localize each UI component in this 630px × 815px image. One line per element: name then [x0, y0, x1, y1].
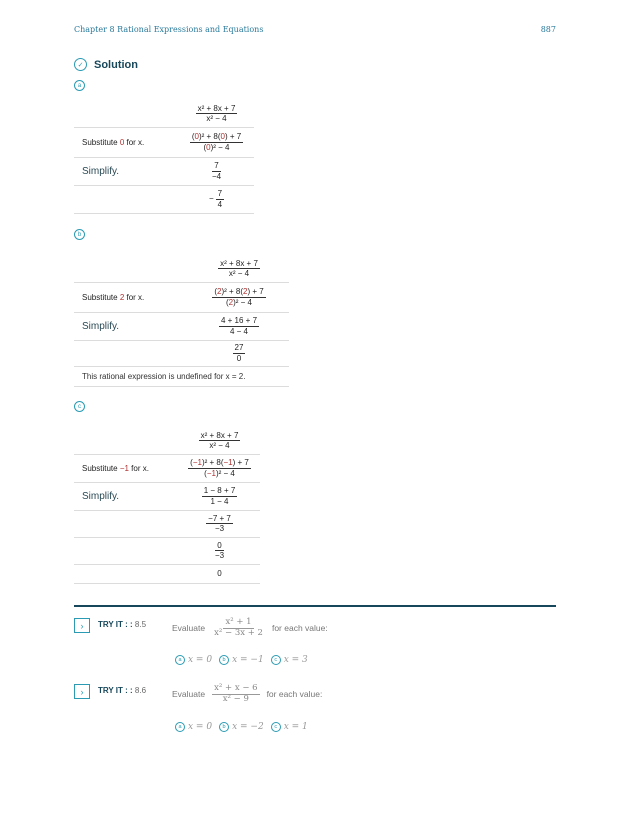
substituted-expression: $\frac{\text{(2)² + 8(2) + 7}}{\text{(2)² − 4}}$	[214, 287, 264, 307]
substituted-expression: $\frac{\text{(−1)² + 8(−1) + 7}}{\text{(−1)² − 4}}$	[190, 458, 249, 478]
simplified-expression: $\frac{4 + 16 + 7}{4 - 4}$	[220, 316, 258, 336]
base-expression: $\frac{\text{x² + 8x + 7}}{\text{x² − 4}}$	[200, 431, 239, 451]
simplify-step: Simplify.	[74, 157, 179, 185]
part-a-marker: a	[74, 80, 85, 91]
try-it-label: TRY IT : : 8.5	[98, 620, 147, 629]
final-answer: 0	[179, 564, 260, 583]
part-b-table	[74, 256, 289, 387]
page-number: 887	[540, 25, 556, 34]
simplified-expression: $\frac{1 - 8 + 7}{1 - 4}$	[203, 486, 236, 506]
simplified-expression: $\frac{7}{-4}$	[211, 161, 222, 181]
check-circle-icon: ✓	[74, 58, 87, 71]
try-it-values: a x = 0 b x = −2 c x = 1	[172, 722, 312, 732]
final-fraction: $\frac{27}{0}$	[234, 343, 244, 363]
base-expression: $\frac{\text{x² + 8x + 7}}{\text{x² − 4}}$	[197, 103, 236, 123]
try-it-prompt: Evaluate $\frac{\text{x² + 1}}{\text{x² − 3x + 2}}$ for each value:	[172, 617, 328, 638]
solution-title: Solution	[94, 58, 138, 71]
step-3-expression: $\frac{0}{-3}$	[214, 540, 225, 560]
step-2-expression: $\frac{-7 + 7}{-3}$	[208, 513, 231, 533]
try-expression: $\frac{\text{x² + 1}}{\text{x² − 3x + 2}}$	[214, 617, 263, 638]
base-expression: $\frac{\text{x² + 8x + 7}}{\text{x² − 4}}$	[220, 259, 258, 279]
substitute-step: Substitute −1 for x.	[74, 454, 179, 482]
undefined-note: This rational expression is undefined for x = 2.	[74, 366, 289, 386]
substitute-step: Substitute 0 for x.	[74, 127, 179, 157]
try-it-values: a x = 0 b x = −1 c x = 3	[172, 655, 312, 665]
substituted-expression: $\frac{\text{(0)² + 8(0) + 7}}{\text{(0)² − 4}}$	[191, 132, 242, 152]
solution-heading	[74, 58, 138, 71]
part-c-marker: c	[74, 401, 85, 412]
chevron-right-icon[interactable]: ›	[74, 618, 90, 633]
substitute-step: Substitute 2 for x.	[74, 282, 189, 312]
part-b-marker: b	[74, 229, 85, 240]
simplify-step: Simplify.	[74, 312, 189, 340]
chevron-right-icon[interactable]: ›	[74, 684, 90, 699]
section-divider	[74, 605, 556, 607]
part-a-table: $\frac{\text{x² + 8x + 7}}{\text{x² − 4}}$ Substitute 0 for x. $\frac{\text{(0)² + 8(0) + 7}}{\text{(0)² − 4}}$ Simplify. $\frac{7}{-4}$ − $\frac{7}{4}$	[74, 100, 254, 214]
final-answer: $\frac{7}{4}$	[217, 189, 223, 209]
simplify-step: Simplify.	[74, 482, 179, 510]
try-it-label: TRY IT : : 8.6	[98, 686, 147, 695]
part-c-table	[74, 428, 260, 584]
try-it-prompt: Evaluate $\frac{\text{x² + x − 6}}{\text{x² − 9}}$ for each value:	[172, 683, 323, 704]
running-header-chapter: Chapter 8 Rational Expressions and Equations	[74, 25, 264, 34]
try-expression: $\frac{\text{x² + x − 6}}{\text{x² − 9}}$	[214, 683, 258, 704]
